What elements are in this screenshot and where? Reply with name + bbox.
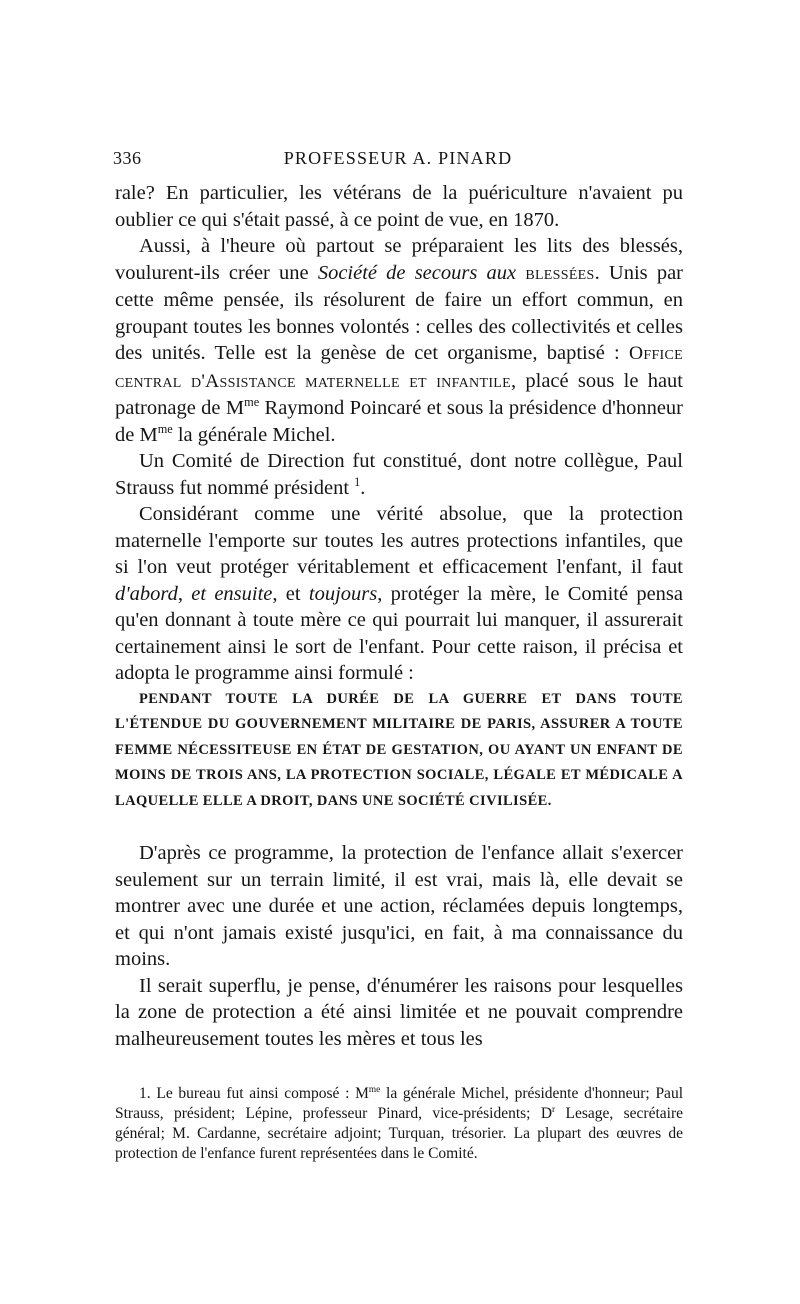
paragraph-2-text-e: la générale Michel. bbox=[172, 423, 336, 446]
paragraph-2-smallcaps-2: Office central d'Assistance maternelle et infantile bbox=[115, 343, 683, 392]
paragraph-4 bbox=[115, 501, 683, 687]
paragraph-4-text-a: Considérant comme une vérité absolue, que la protection maternelle l'emporte sur toutes les autres protections infantiles, que si l'on veut protéger véritablement et efficacement l'enfant, il faut bbox=[115, 503, 683, 578]
paragraph-2 bbox=[115, 233, 683, 448]
paragraph-2-text-d: Raymond Poincaré et sous la présidence d'honneur de M bbox=[115, 397, 683, 446]
footnote bbox=[115, 1084, 683, 1164]
paragraph-2-text-c: , placé sous le haut patronage de M bbox=[115, 369, 683, 419]
paragraph-4-italic-1: d'abord bbox=[115, 582, 178, 605]
page-number: 336 bbox=[113, 148, 142, 168]
footnote-1 bbox=[115, 1084, 683, 1164]
paragraph-5 bbox=[115, 840, 683, 973]
paragraph-2-italic: Société de secours aux bbox=[317, 261, 517, 284]
footnote-ref: 1 bbox=[354, 474, 361, 489]
footnote-sup-2: r bbox=[552, 1104, 556, 1115]
paragraph-3-text: Un Comité de Direction fut constitué, dont notre collègue, Paul Strauss fut nommé président bbox=[115, 450, 683, 499]
paragraph-5-text: D'après ce programme, la protection de l'enfance allait s'exercer seulement sur un terrain limité, il est vrai, mais là, elle devait se montrer avec une durée et une action, réclamées depuis longtemps, et qui n'ont jamais existé jusqu'ici, en fait, à ma connaissance du moins. bbox=[115, 842, 683, 970]
paragraph-2-text-b: . Unis par cette même pensée, ils résolurent de faire un effort commun, en groupant toutes les bonnes volontés : celles des collectivités et celles des unités. Telle est la genèse de cet organisme, baptisé : bbox=[115, 261, 683, 364]
footnote-sup-1: me bbox=[368, 1084, 381, 1095]
paragraph-3-end: . bbox=[360, 476, 366, 499]
paragraph-6-text: Il serait superflu, je pense, d'énumérer les raisons pour lesquelles la zone de protection a été ainsi limitée et ne pouvait comprendre malheureusement toutes les mères et tous les bbox=[115, 974, 683, 1050]
paragraph-6 bbox=[115, 973, 683, 1053]
footnote-text-a: 1. Le bureau fut ainsi composé : M bbox=[139, 1085, 369, 1102]
paragraph-3 bbox=[115, 448, 683, 501]
paragraph-4-text-b: , bbox=[177, 582, 192, 605]
footnote-text-c: Lesage, secrétaire général; M. Cardanne, secrétaire adjoint; Turquan, trésorier. La plupart des œuvres de protection de l'enfance furent représentées dans le Comité. bbox=[115, 1105, 683, 1162]
running-title: PROFESSEUR A. PINARD bbox=[283, 148, 513, 168]
paragraph-1 bbox=[115, 180, 683, 233]
main-text bbox=[115, 180, 683, 1052]
section-gap bbox=[115, 814, 683, 840]
paragraph-4-italic-2: et ensuite bbox=[191, 582, 273, 605]
paragraph-4-italic-3: toujours bbox=[308, 582, 378, 605]
paragraph-1-text: rale? En particulier, les vétérans de la puériculture n'avaient pu oublier ce qui s'était passé, à ce point de vue, en 1870. bbox=[115, 182, 683, 231]
paragraph-4-text-d: , protéger la mère, le Comité pensa qu'en donnant à toute mère ce qui pourrait lui manquer, il assurerait certainement ainsi le sort de l'enfant. Pour cette raison, il précisa et adopta le programme ainsi formulé : bbox=[115, 582, 684, 684]
paragraph-2-smallcaps-1: blessées bbox=[516, 262, 595, 284]
paragraph-2-text-a: Aussi, à l'heure où partout se préparaient les lits des blessés, voulurent-ils créer une bbox=[115, 235, 683, 284]
paragraph-4-text-c: , et bbox=[272, 582, 309, 605]
paragraph-2-sup-1: me bbox=[244, 395, 260, 410]
paragraph-2-sup-2: me bbox=[157, 421, 173, 436]
footnote-text-b: la générale Michel, présidente d'honneur; Paul Strauss, président; Lépine, professeur Pinard, vice-présidents; D bbox=[115, 1085, 683, 1122]
programme-statement: PENDANT TOUTE LA DURÉE DE LA GUERRE ET DANS TOUTE L'ÉTENDUE DU GOUVERNEMENT MILITAIRE DE PARIS, ASSURER A TOUTE FEMME NÉCESSITEUSE EN ÉTAT DE GESTATION, OU AYANT UN ENFANT DE MOINS DE TROIS ANS, LA PROTECTION SOCIALE, LÉGALE ET MÉDICALE A LAQUELLE ELLE A DROIT, DANS UNE SOCIÉTÉ CIVILISÉE. bbox=[115, 690, 683, 809]
